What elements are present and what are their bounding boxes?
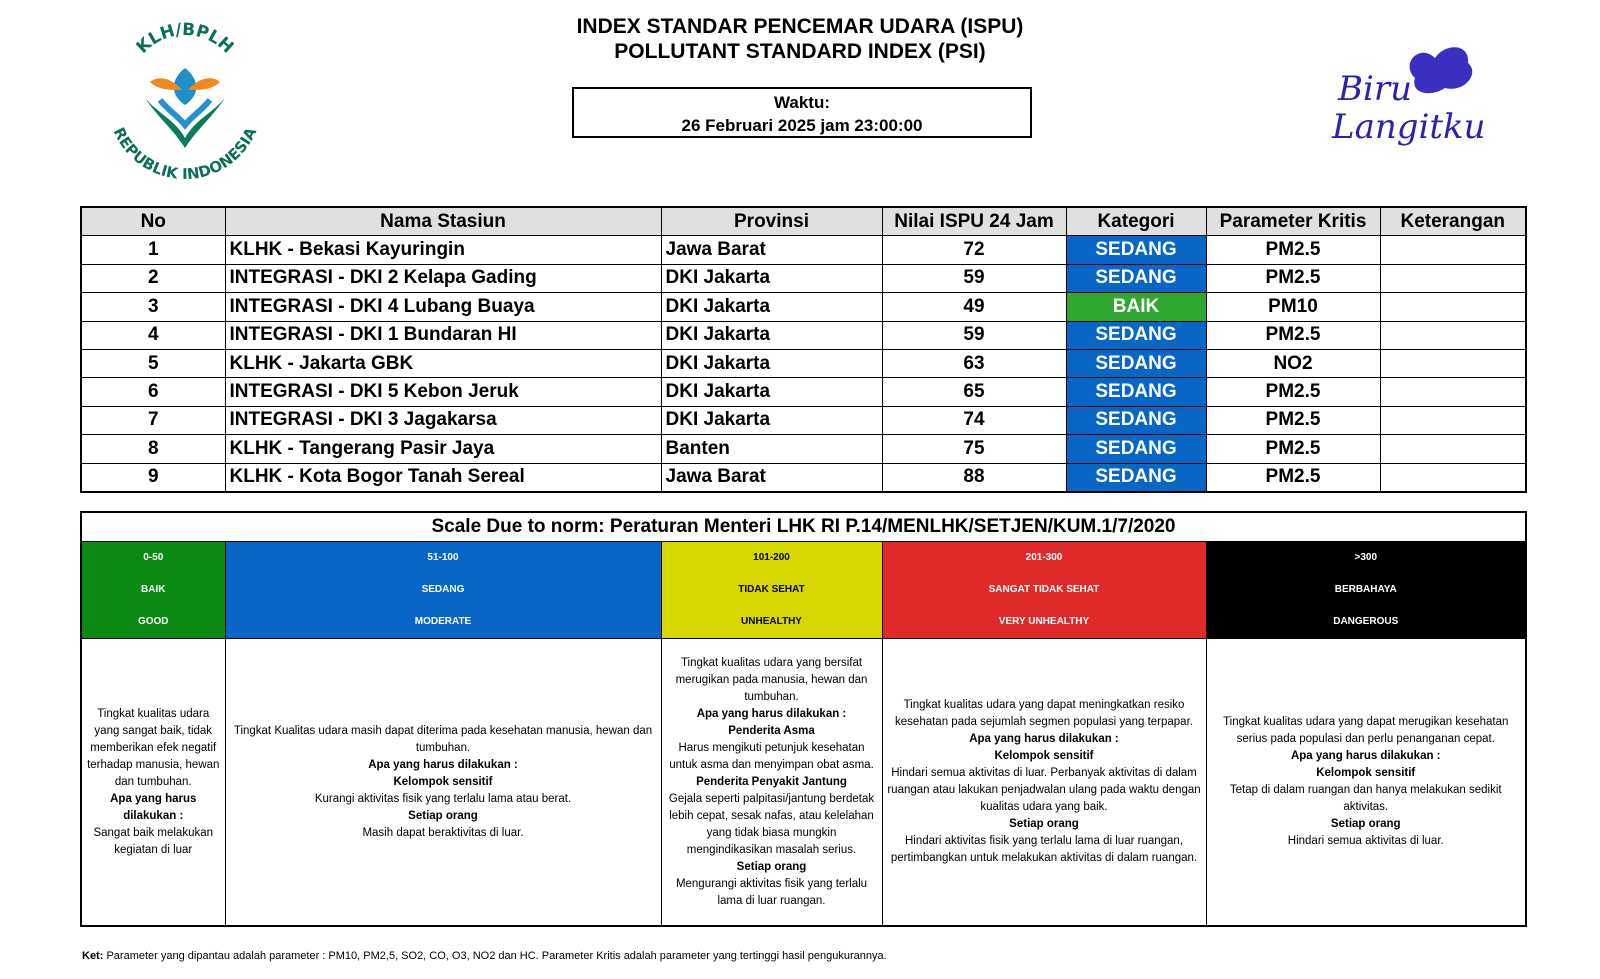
table-row [81, 264, 1526, 292]
desc-subhead: Kelompok sensitif [393, 775, 493, 788]
cell-keterangan [1380, 321, 1526, 349]
scale-title: Scale Due to norm: Peraturan Menteri LHK RI P.14/MENLHK/SETJEN/KUM.1/7/2020 [81, 512, 1526, 542]
svg-text:REPUBLIK INDONESIA [110, 124, 261, 180]
waktu-box [572, 87, 1032, 138]
footer-text: Parameter yang dipantau adalah parameter : PM10, PM2,5, SO2, CO, O3, NO2 dan HC. Parameter Kritis adalah parameter yang tertinggi hasil pengukurannya. [106, 950, 887, 962]
cell-parameter: PM2.5 [1206, 406, 1380, 434]
logo-text-bottom: REPUBLIK INDONESIA [109, 124, 261, 180]
col-header-provinsi: Provinsi [661, 207, 882, 236]
band-tidak-sehat [661, 542, 882, 639]
band-berbahaya [1206, 542, 1526, 639]
ispu-table [80, 206, 1527, 493]
col-header-kategori: Kategori [1066, 207, 1206, 236]
band-name: SEDANG [421, 584, 465, 595]
desc-text: Mengurangi aktivitas fisik yang terlalu lama di luar ruangan. [675, 877, 868, 907]
band-sedang [225, 542, 661, 639]
desc-head: Apa yang harus dilakukan : [110, 792, 197, 822]
page-title [480, 14, 1120, 64]
cell-stasiun: INTEGRASI - DKI 5 Kebon Jeruk [225, 378, 661, 406]
cell-stasiun: INTEGRASI - DKI 2 Kelapa Gading [225, 264, 661, 292]
desc-text: Harus mengikuti petunjuk kesehatan untuk asma dan menyimpan obat asma. [669, 741, 874, 771]
cell-no: 3 [81, 293, 225, 321]
band-range: 51-100 [427, 552, 459, 563]
cell-no: 5 [81, 349, 225, 377]
cell-keterangan [1380, 435, 1526, 463]
cell-keterangan [1380, 236, 1526, 264]
band-en: DANGEROUS [1333, 616, 1399, 627]
table-row [81, 236, 1526, 264]
cell-keterangan [1380, 406, 1526, 434]
waktu-label: Waktu: [773, 93, 831, 112]
cell-nilai: 75 [882, 435, 1066, 463]
table-row [81, 406, 1526, 434]
cell-keterangan [1380, 264, 1526, 292]
desc-subhead: Setiap orang [1009, 818, 1079, 830]
cell-nilai: 72 [882, 236, 1066, 264]
klh-logo [100, 20, 270, 180]
cell-nilai: 59 [882, 321, 1066, 349]
footer-note [82, 950, 887, 962]
desc-text: Sangat baik melakukan kegiatan di luar [93, 826, 214, 856]
desc-subhead: Penderita Penyakit Jantung [696, 775, 847, 788]
cell-nilai: 74 [882, 406, 1066, 434]
title-line-1: INDEX STANDAR PENCEMAR UDARA (ISPU) [576, 15, 1024, 38]
desc-subhead: Kelompok sensitif [1316, 767, 1416, 779]
band-name: BERBAHAYA [1334, 584, 1397, 595]
cell-stasiun: INTEGRASI - DKI 4 Lubang Buaya [225, 293, 661, 321]
band-baik [81, 542, 225, 639]
band-range: 101-200 [753, 552, 790, 563]
cell-provinsi: DKI Jakarta [661, 349, 882, 377]
cell-stasiun: KLHK - Jakarta GBK [225, 349, 661, 377]
desc-text: Hindari semua aktivitas di luar. [1287, 835, 1444, 847]
cell-parameter: PM2.5 [1206, 378, 1380, 406]
cell-provinsi: Jawa Barat [661, 463, 882, 492]
cell-kategori: SEDANG [1066, 406, 1206, 434]
cell-nilai: 65 [882, 378, 1066, 406]
desc-subhead: Penderita Asma [728, 724, 815, 737]
cell-provinsi: Banten [661, 435, 882, 463]
logo-text-top: KLH/BPLH [132, 20, 238, 58]
butterfly-icon [1410, 47, 1473, 93]
desc-intro: Tingkat kualitas udara yang bersifat merugikan pada manusia, hewan dan tumbuhan. [675, 656, 868, 703]
cell-provinsi: DKI Jakarta [661, 264, 882, 292]
scale-table [80, 511, 1527, 927]
logo-text-biru: Biru [1338, 69, 1413, 109]
table-row [81, 463, 1526, 492]
col-header-keterangan: Keterangan [1380, 207, 1526, 236]
cell-nilai: 63 [882, 349, 1066, 377]
cell-kategori: SEDANG [1066, 321, 1206, 349]
desc-intro: Tingkat kualitas udara yang dapat meningkatkan resiko kesehatan pada sejumlah segmen populasi yang terpapar. [895, 699, 1193, 728]
logo-text-langitku: Langitku [1332, 107, 1486, 147]
desc-baik [81, 639, 225, 927]
band-name: BAIK [141, 584, 166, 595]
desc-text: Hindari semua aktivitas di luar. Perbanyak aktivitas di dalam ruangan atau lakukan penjadwalan ulang pada waktu dengan kualitas udara yang baik. [887, 767, 1201, 813]
cell-nilai: 88 [882, 463, 1066, 492]
desc-head: Apa yang harus dilakukan : [1290, 750, 1441, 762]
cell-kategori: SEDANG [1066, 463, 1206, 492]
cell-parameter: PM2.5 [1206, 435, 1380, 463]
cell-no: 2 [81, 264, 225, 292]
band-en: UNHEALTHY [741, 616, 802, 627]
cell-no: 8 [81, 435, 225, 463]
cell-parameter: PM2.5 [1206, 463, 1380, 492]
desc-tidak-sehat [661, 639, 882, 927]
band-range: >300 [1354, 552, 1378, 563]
cell-parameter: PM2.5 [1206, 321, 1380, 349]
desc-sedang [225, 639, 661, 927]
col-header-nilai: Nilai ISPU 24 Jam [882, 207, 1066, 236]
cell-stasiun: INTEGRASI - DKI 3 Jagakarsa [225, 406, 661, 434]
band-name: SANGAT TIDAK SEHAT [988, 584, 1100, 595]
desc-subhead: Kelompok sensitif [994, 750, 1094, 762]
biru-langitku-logo [1330, 38, 1490, 163]
cell-keterangan [1380, 463, 1526, 492]
cell-provinsi: DKI Jakarta [661, 321, 882, 349]
cell-keterangan [1380, 293, 1526, 321]
table-row [81, 293, 1526, 321]
desc-head: Apa yang harus dilakukan : [368, 758, 518, 771]
col-header-stasiun: Nama Stasiun [225, 207, 661, 236]
cell-nilai: 49 [882, 293, 1066, 321]
cell-no: 6 [81, 378, 225, 406]
cell-kategori: SEDANG [1066, 236, 1206, 264]
desc-text: Hindari aktivitas fisik yang terlalu lama di luar ruangan, pertimbangkan untuk melakukan aktivitas di dalam ruangan. [890, 835, 1198, 864]
desc-intro: Tingkat kualitas udara yang sangat baik, tidak memberikan efek negatif terhadap manusia, hewan dan tumbuhan. [87, 707, 220, 788]
desc-intro: Tingkat Kualitas udara masih dapat diterima pada kesehatan manusia, hewan dan tumbuhan. [233, 724, 653, 754]
cell-no: 7 [81, 406, 225, 434]
col-header-parameter: Parameter Kritis [1206, 207, 1380, 236]
cell-kategori: SEDANG [1066, 264, 1206, 292]
table-row [81, 349, 1526, 377]
desc-head: Apa yang harus dilakukan : [969, 733, 1119, 745]
cell-no: 4 [81, 321, 225, 349]
table-row [81, 378, 1526, 406]
cell-nilai: 59 [882, 264, 1066, 292]
table-row [81, 435, 1526, 463]
band-name: TIDAK SEHAT [738, 584, 805, 595]
desc-text: Kurangi aktivitas fisik yang terlalu lama atau berat. [314, 792, 572, 805]
cell-parameter: PM2.5 [1206, 236, 1380, 264]
cell-provinsi: Jawa Barat [661, 236, 882, 264]
desc-text: Tetap di dalam ruangan dan hanya melakukan sedikit aktivitas. [1229, 784, 1502, 813]
table-row [81, 321, 1526, 349]
cell-stasiun: KLHK - Tangerang Pasir Jaya [225, 435, 661, 463]
desc-head: Apa yang harus dilakukan : [696, 707, 847, 720]
desc-subhead: Setiap orang [1330, 818, 1401, 830]
cell-stasiun: KLHK - Kota Bogor Tanah Sereal [225, 463, 661, 492]
cell-parameter: NO2 [1206, 349, 1380, 377]
cell-no: 1 [81, 236, 225, 264]
band-range: 201-300 [1025, 552, 1063, 563]
band-range: 0-50 [143, 552, 164, 563]
desc-berbahaya [1206, 639, 1526, 927]
cell-stasiun: KLHK - Bekasi Kayuringin [225, 236, 661, 264]
cell-kategori: SEDANG [1066, 378, 1206, 406]
cell-kategori: SEDANG [1066, 349, 1206, 377]
waktu-value: 26 Februari 2025 jam 23:00:00 [681, 116, 923, 135]
band-en: GOOD [137, 616, 169, 627]
band-en: VERY UNHEALTHY [998, 616, 1090, 627]
footer-label: Ket: [82, 950, 104, 962]
band-en: MODERATE [414, 616, 472, 627]
cell-parameter: PM10 [1206, 293, 1380, 321]
desc-subhead: Setiap orang [408, 809, 478, 822]
title-line-2: POLLUTANT STANDARD INDEX (PSI) [614, 40, 986, 63]
cell-kategori: SEDANG [1066, 435, 1206, 463]
cell-kategori: BAIK [1066, 293, 1206, 321]
svg-text:KLH/BPLH [133, 20, 238, 58]
desc-subhead: Setiap orang [736, 860, 807, 873]
desc-text: Masih dapat beraktivitas di luar. [362, 826, 524, 839]
table-header [81, 207, 1526, 236]
cell-provinsi: DKI Jakarta [661, 406, 882, 434]
cell-keterangan [1380, 378, 1526, 406]
cell-no: 9 [81, 463, 225, 492]
cell-provinsi: DKI Jakarta [661, 293, 882, 321]
desc-intro: Tingkat kualitas udara yang dapat merugikan kesehatan serius pada populasi dan perlu penanganan cepat. [1223, 716, 1509, 745]
desc-text: Gejala seperti palpitasi/jantung berdetak lebih cepat, sesak nafas, atau kelelahan yang tidak biasa mungkin mengindikasikan masalah serius. [668, 792, 875, 856]
col-header-no: No [81, 207, 225, 236]
desc-sangat-tidak-sehat [882, 639, 1206, 927]
cell-parameter: PM2.5 [1206, 264, 1380, 292]
cell-provinsi: DKI Jakarta [661, 378, 882, 406]
cell-keterangan [1380, 349, 1526, 377]
cell-stasiun: INTEGRASI - DKI 1 Bundaran HI [225, 321, 661, 349]
band-sangat-tidak-sehat [882, 542, 1206, 639]
